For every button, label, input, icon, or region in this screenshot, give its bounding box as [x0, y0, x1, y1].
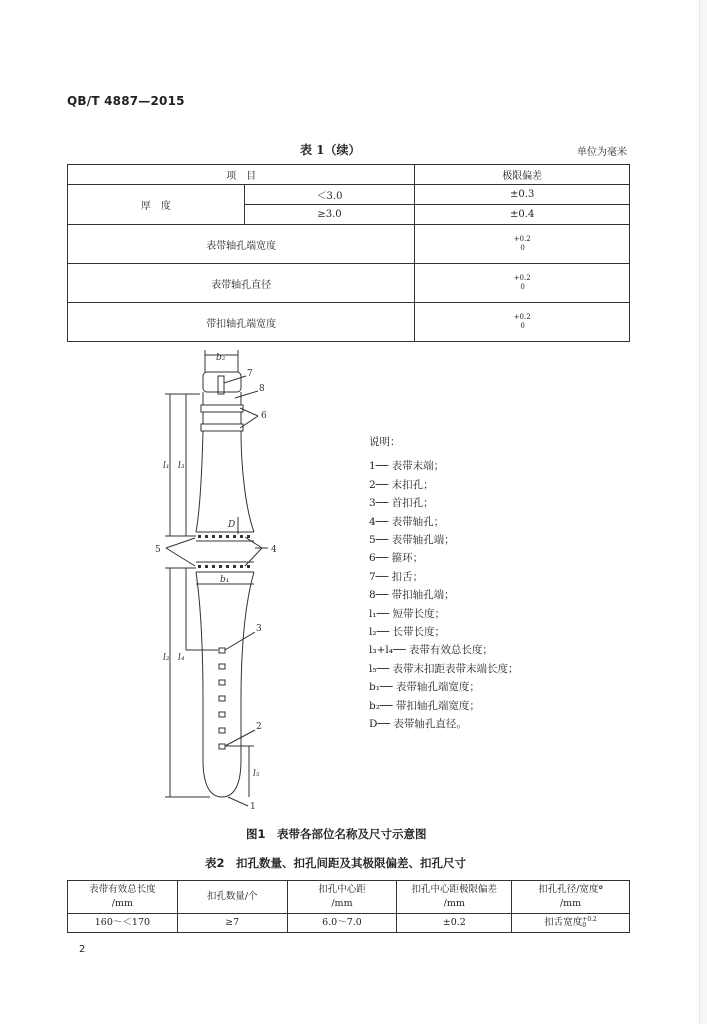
table-cell: 160～＜170 [68, 914, 178, 933]
table-cell: 扣舌宽度+0.2 0 [512, 914, 630, 933]
table1-title: 表 1（续） [300, 143, 361, 157]
legend-item: l₅── 表带末扣距表带末端长度； [369, 662, 519, 675]
figure-legend [369, 433, 519, 734]
legend-item: 3── 首扣孔； [369, 497, 434, 510]
callout-leader [166, 548, 195, 566]
keeper-loop [201, 424, 243, 431]
legend-item: 6── 箍环； [369, 552, 424, 565]
callout-2: 2 [256, 722, 262, 732]
callout-leader [240, 416, 258, 428]
table-cell: ±0.2 [397, 914, 512, 933]
table-row [68, 914, 630, 933]
dim-d-label: D [228, 520, 236, 530]
header-cell: 表带有效总长度 /mm [68, 881, 178, 914]
keeper-loop [201, 405, 243, 412]
header-item: 项 目 [68, 165, 415, 185]
buckle-holes [219, 648, 225, 749]
callout-leader [245, 537, 262, 548]
table-row [68, 264, 630, 303]
legend-item: 4── 表带轴孔； [369, 515, 445, 528]
lug-end [196, 562, 254, 572]
watch-strap-figure [150, 346, 300, 816]
standard-number: QB/T 4887—2015 [67, 94, 185, 108]
header-cell: 扣孔中心距 /mm [287, 881, 397, 914]
tolerance-cell: +0.2 0 [415, 303, 630, 342]
buckle-frame [203, 372, 241, 392]
dim-b2-label: b₂ [216, 353, 226, 363]
legend-item: 7── 扣舌； [369, 570, 424, 583]
tolerance-cell: +0.2 0 [415, 264, 630, 303]
legend-item: 8── 带扣轴孔端； [369, 589, 455, 602]
header-cell: 扣孔孔径/宽度ª /mm [512, 881, 630, 914]
table-row [68, 185, 630, 205]
lug-end [196, 532, 254, 541]
table-row [68, 225, 630, 264]
dim-b1-label: b₁ [220, 575, 230, 585]
callout-8: 8 [259, 384, 265, 394]
legend-item: l₂── 长带长度； [369, 626, 446, 639]
callout-4: 4 [271, 545, 277, 555]
table-cell: 6.0～7.0 [287, 914, 397, 933]
buckle-hole-table [67, 880, 630, 933]
dim-l4-label: l₄ [178, 653, 185, 663]
dim-l3-label: l₃ [178, 461, 185, 471]
header-cell: 扣孔中心距极限偏差 /mm [397, 881, 512, 914]
page-edge [699, 0, 707, 1024]
tolerance-cell: +0.2 0 [415, 225, 630, 264]
header-cell: 扣孔数量/个 [177, 881, 287, 914]
legend-item: 2── 末扣孔； [369, 478, 434, 491]
callout-5: 5 [155, 545, 161, 555]
page-number: 2 [79, 944, 86, 955]
pin-holes [198, 565, 250, 568]
header-tolerance: 极限偏差 [415, 165, 630, 185]
buckle-tongue [218, 376, 224, 394]
callout-6: 6 [261, 411, 267, 421]
legend-item: D── 表带轴孔直径。 [369, 718, 467, 731]
condition-cell: ≥3.0 [244, 205, 415, 225]
table2-title: 表2 扣孔数量、扣孔间距及其极限偏差、扣孔尺寸 [205, 856, 466, 870]
table-header-row [68, 881, 630, 914]
tolerance-cell: ±0.4 [415, 205, 630, 225]
condition-cell: ＜3.0 [244, 185, 415, 205]
callout-leader [225, 730, 255, 746]
tolerance-cell: ±0.3 [415, 185, 630, 205]
pin-holes [198, 535, 250, 538]
figure-caption: 图1 表带各部位名称及尺寸示意图 [246, 827, 427, 841]
row-label: 表带轴孔端宽度 [68, 225, 415, 264]
legend-title: 说明： [369, 436, 401, 448]
legend-item: 1── 表带末端； [369, 460, 445, 473]
row-label: 表带轴孔直径 [68, 264, 415, 303]
callout-leader [166, 538, 195, 548]
callout-leader [245, 548, 262, 566]
callout-3: 3 [256, 624, 262, 634]
callout-1: 1 [250, 802, 256, 812]
legend-item: l₁── 短带长度； [369, 607, 446, 620]
legend-item: b₂── 带扣轴孔端宽度； [369, 699, 480, 712]
row-label: 带扣轴孔端宽度 [68, 303, 415, 342]
callout-leader [225, 632, 255, 650]
dim-l2-label: l₂ [163, 653, 170, 663]
legend-item: l₃+l₄── 表带有效总长度； [369, 644, 493, 657]
callout-7: 7 [247, 369, 253, 379]
dim-l5-label: l₅ [253, 769, 260, 779]
thickness-label: 厚 度 [68, 185, 245, 225]
table-row [68, 303, 630, 342]
callout-leader [224, 376, 246, 383]
tolerance-table [67, 164, 630, 342]
table-header-row [68, 165, 630, 185]
dim-l1-label: l₁ [163, 461, 170, 471]
table-cell: ≥7 [177, 914, 287, 933]
table1-unit: 单位为毫米 [577, 147, 627, 158]
legend-item: 5── 表带轴孔端； [369, 534, 455, 547]
callout-leader [228, 797, 248, 806]
legend-item: b₁── 表带轴孔端宽度； [369, 681, 480, 694]
short-strap-outline [196, 392, 254, 532]
